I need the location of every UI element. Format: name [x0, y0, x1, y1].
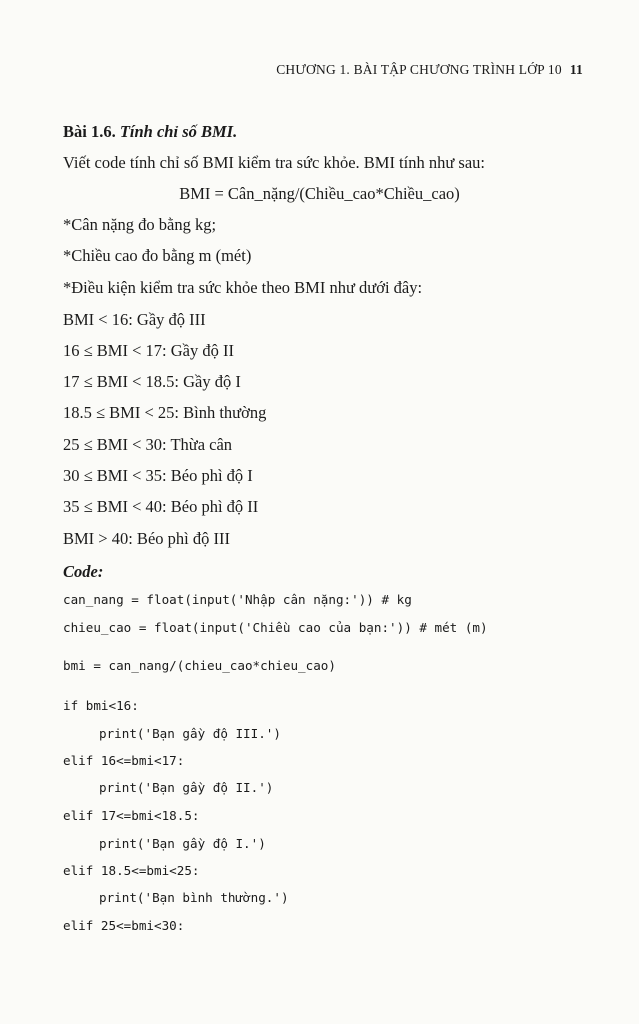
weight-unit-note: *Cân nặng đo bằng kg; [63, 215, 217, 234]
code-label: Code: [63, 562, 104, 581]
height-unit-note: *Chiều cao đo bằng m (mét) [63, 246, 252, 265]
code-line: print('Bạn bình thường.') [99, 890, 289, 905]
code-line: elif 16<=bmi<17: [63, 753, 185, 768]
exercise-title: Tính chỉ số BMI. [119, 122, 238, 141]
conditions-intro: *Điều kiện kiểm tra sức khỏe theo BMI như dưới đây: [63, 278, 423, 297]
chapter-title: CHƯƠNG 1. BÀI TẬP CHƯƠNG TRÌNH LỚP 10 [276, 62, 562, 77]
bmi-formula: BMI = Cân_nặng/(Chiều_cao*Chiều_cao) [179, 184, 460, 203]
bmi-range-line: BMI > 40: Béo phì độ III [63, 529, 230, 548]
bmi-range-line: 35 ≤ BMI < 40: Béo phì độ II [63, 497, 259, 516]
code-line: print('Bạn gầy độ I.') [99, 836, 266, 851]
exercise-label: Bài 1.6. [63, 122, 116, 141]
bmi-range-line: 16 ≤ BMI < 17: Gầy độ II [63, 341, 234, 360]
page-number: 11 [569, 62, 583, 77]
code-line: print('Bạn gầy độ III.') [99, 726, 281, 741]
code-line: print('Bạn gầy độ II.') [99, 780, 274, 795]
code-line: elif 18.5<=bmi<25: [63, 863, 200, 878]
running-header [276, 62, 583, 78]
code-line: elif 25<=bmi<30: [63, 918, 185, 933]
code-line: can_nang = float(input('Nhập cân nặng:')) # kg [63, 592, 412, 607]
bmi-range-line: 25 ≤ BMI < 30: Thừa cân [63, 435, 233, 454]
code-line: if bmi<16: [63, 698, 139, 713]
bmi-range-line: 17 ≤ BMI < 18.5: Gầy độ I [63, 372, 241, 391]
code-line: elif 17<=bmi<18.5: [63, 808, 200, 823]
exercise-heading [63, 122, 237, 142]
bmi-range-line: BMI < 16: Gầy độ III [63, 310, 206, 329]
code-line: chieu_cao = float(input('Chiều cao của bạn:')) # mét (m) [63, 620, 488, 635]
bmi-range-line: 18.5 ≤ BMI < 25: Bình thường [63, 403, 267, 422]
intro-text: Viết code tính chỉ số BMI kiểm tra sức khỏe. BMI tính như sau: [63, 153, 485, 172]
bmi-range-line: 30 ≤ BMI < 35: Béo phì độ I [63, 466, 253, 485]
code-line: bmi = can_nang/(chieu_cao*chieu_cao) [63, 658, 336, 673]
